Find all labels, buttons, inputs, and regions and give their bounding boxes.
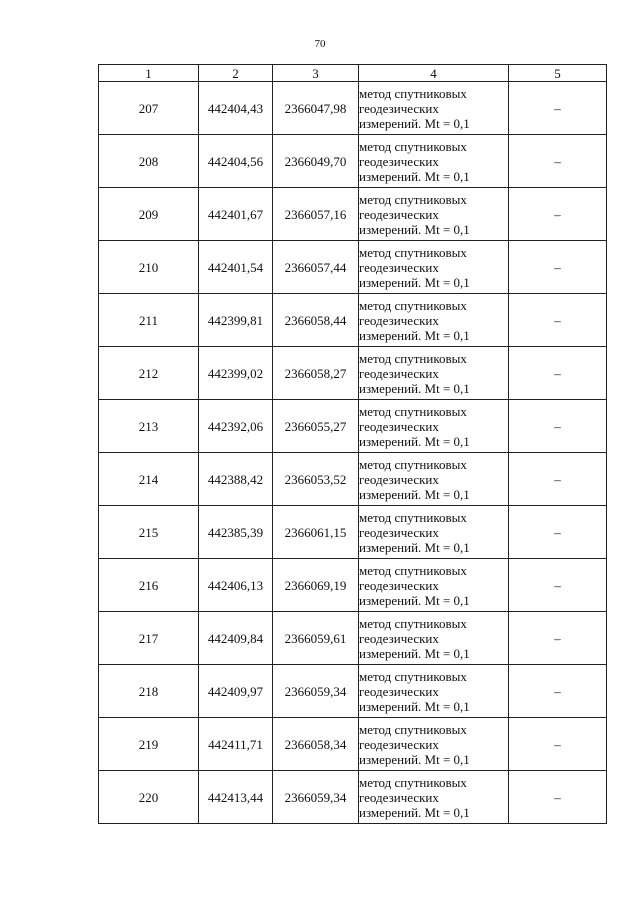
method-line: измерений. Mt = 0,1 xyxy=(359,645,470,661)
table-row xyxy=(99,453,607,506)
method-cell xyxy=(359,453,509,506)
method-cell xyxy=(359,82,509,135)
method-line: измерений. Mt = 0,1 xyxy=(359,115,470,131)
method-line: геодезических xyxy=(359,100,439,116)
method-cell xyxy=(359,400,509,453)
y-coordinate-cell: 2366049,70 xyxy=(273,135,359,188)
y-coordinate-cell: 2366059,61 xyxy=(273,612,359,665)
y-coordinate-cell: 2366069,19 xyxy=(273,559,359,612)
x-coordinate-cell: 442413,44 xyxy=(199,771,273,824)
method-cell xyxy=(359,347,509,400)
method-line: измерений. Mt = 0,1 xyxy=(359,698,470,714)
y-coordinate-cell: 2366055,27 xyxy=(273,400,359,453)
x-coordinate-cell: 442401,54 xyxy=(199,241,273,294)
column-header: 4 xyxy=(359,65,509,82)
method-line: метод спутниковых xyxy=(359,615,467,631)
method-line: метод спутниковых xyxy=(359,138,467,154)
table-row xyxy=(99,665,607,718)
method-line: метод спутниковых xyxy=(359,350,467,366)
table-row xyxy=(99,612,607,665)
column-5-cell: – xyxy=(509,241,607,294)
method-line: геодезических xyxy=(359,577,439,593)
method-line: измерений. Mt = 0,1 xyxy=(359,486,470,502)
table-row xyxy=(99,347,607,400)
method-line: измерений. Mt = 0,1 xyxy=(359,804,470,820)
method-cell xyxy=(359,612,509,665)
column-header: 1 xyxy=(99,65,199,82)
table-row xyxy=(99,294,607,347)
method-line: метод спутниковых xyxy=(359,85,467,101)
point-number-cell: 215 xyxy=(99,506,199,559)
method-line: метод спутниковых xyxy=(359,403,467,419)
point-number-cell: 220 xyxy=(99,771,199,824)
x-coordinate-cell: 442404,43 xyxy=(199,82,273,135)
column-5-cell: – xyxy=(509,559,607,612)
column-5-cell: – xyxy=(509,135,607,188)
y-coordinate-cell: 2366053,52 xyxy=(273,453,359,506)
point-number-cell: 217 xyxy=(99,612,199,665)
y-coordinate-cell: 2366058,34 xyxy=(273,718,359,771)
method-cell xyxy=(359,718,509,771)
x-coordinate-cell: 442401,67 xyxy=(199,188,273,241)
method-line: метод спутниковых xyxy=(359,562,467,578)
column-header: 5 xyxy=(509,65,607,82)
method-line: измерений. Mt = 0,1 xyxy=(359,168,470,184)
method-line: измерений. Mt = 0,1 xyxy=(359,539,470,555)
method-line: геодезических xyxy=(359,471,439,487)
x-coordinate-cell: 442392,06 xyxy=(199,400,273,453)
method-line: измерений. Mt = 0,1 xyxy=(359,592,470,608)
point-number-cell: 208 xyxy=(99,135,199,188)
point-number-cell: 210 xyxy=(99,241,199,294)
y-coordinate-cell: 2366059,34 xyxy=(273,665,359,718)
column-5-cell: – xyxy=(509,771,607,824)
method-cell xyxy=(359,506,509,559)
method-line: геодезических xyxy=(359,418,439,434)
method-line: геодезических xyxy=(359,524,439,540)
method-line: измерений. Mt = 0,1 xyxy=(359,751,470,767)
column-5-cell: – xyxy=(509,612,607,665)
table-row xyxy=(99,82,607,135)
y-coordinate-cell: 2366047,98 xyxy=(273,82,359,135)
method-cell xyxy=(359,188,509,241)
y-coordinate-cell: 2366058,27 xyxy=(273,347,359,400)
method-line: метод спутниковых xyxy=(359,721,467,737)
method-line: метод спутниковых xyxy=(359,668,467,684)
method-cell xyxy=(359,771,509,824)
method-cell xyxy=(359,665,509,718)
coordinates-table xyxy=(98,64,607,824)
point-number-cell: 212 xyxy=(99,347,199,400)
page-number: 70 xyxy=(314,38,326,50)
method-cell xyxy=(359,135,509,188)
method-line: геодезических xyxy=(359,312,439,328)
method-line: метод спутниковых xyxy=(359,774,467,790)
column-5-cell: – xyxy=(509,82,607,135)
method-cell xyxy=(359,241,509,294)
point-number-cell: 213 xyxy=(99,400,199,453)
method-cell xyxy=(359,559,509,612)
x-coordinate-cell: 442411,71 xyxy=(199,718,273,771)
method-line: геодезических xyxy=(359,259,439,275)
column-5-cell: – xyxy=(509,665,607,718)
y-coordinate-cell: 2366057,44 xyxy=(273,241,359,294)
x-coordinate-cell: 442406,13 xyxy=(199,559,273,612)
table-row xyxy=(99,718,607,771)
point-number-cell: 218 xyxy=(99,665,199,718)
method-line: метод спутниковых xyxy=(359,297,467,313)
method-line: измерений. Mt = 0,1 xyxy=(359,327,470,343)
table-row xyxy=(99,241,607,294)
table-row xyxy=(99,135,607,188)
table-row xyxy=(99,188,607,241)
y-coordinate-cell: 2366057,16 xyxy=(273,188,359,241)
point-number-cell: 219 xyxy=(99,718,199,771)
method-line: метод спутниковых xyxy=(359,191,467,207)
column-5-cell: – xyxy=(509,294,607,347)
column-5-cell: – xyxy=(509,188,607,241)
point-number-cell: 216 xyxy=(99,559,199,612)
y-coordinate-cell: 2366059,34 xyxy=(273,771,359,824)
method-line: геодезических xyxy=(359,683,439,699)
x-coordinate-cell: 442385,39 xyxy=(199,506,273,559)
column-5-cell: – xyxy=(509,400,607,453)
table-header-row xyxy=(99,65,607,82)
method-line: геодезических xyxy=(359,630,439,646)
method-line: геодезических xyxy=(359,365,439,381)
point-number-cell: 209 xyxy=(99,188,199,241)
x-coordinate-cell: 442404,56 xyxy=(199,135,273,188)
x-coordinate-cell: 442388,42 xyxy=(199,453,273,506)
table-row xyxy=(99,559,607,612)
point-number-cell: 207 xyxy=(99,82,199,135)
method-line: измерений. Mt = 0,1 xyxy=(359,380,470,396)
column-5-cell: – xyxy=(509,718,607,771)
table-row xyxy=(99,506,607,559)
method-cell xyxy=(359,294,509,347)
point-number-cell: 211 xyxy=(99,294,199,347)
table-body xyxy=(99,82,607,824)
x-coordinate-cell: 442399,02 xyxy=(199,347,273,400)
y-coordinate-cell: 2366058,44 xyxy=(273,294,359,347)
method-line: геодезических xyxy=(359,153,439,169)
x-coordinate-cell: 442399,81 xyxy=(199,294,273,347)
column-5-cell: – xyxy=(509,453,607,506)
method-line: геодезических xyxy=(359,736,439,752)
table-row xyxy=(99,771,607,824)
column-5-cell: – xyxy=(509,347,607,400)
x-coordinate-cell: 442409,84 xyxy=(199,612,273,665)
method-line: измерений. Mt = 0,1 xyxy=(359,433,470,449)
column-header: 3 xyxy=(273,65,359,82)
method-line: метод спутниковых xyxy=(359,244,467,260)
point-number-cell: 214 xyxy=(99,453,199,506)
x-coordinate-cell: 442409,97 xyxy=(199,665,273,718)
y-coordinate-cell: 2366061,15 xyxy=(273,506,359,559)
column-header: 2 xyxy=(199,65,273,82)
method-line: метод спутниковых xyxy=(359,509,467,525)
method-line: метод спутниковых xyxy=(359,456,467,472)
method-line: геодезических xyxy=(359,789,439,805)
table-row xyxy=(99,400,607,453)
method-line: измерений. Mt = 0,1 xyxy=(359,221,470,237)
method-line: геодезических xyxy=(359,206,439,222)
column-5-cell: – xyxy=(509,506,607,559)
method-line: измерений. Mt = 0,1 xyxy=(359,274,470,290)
